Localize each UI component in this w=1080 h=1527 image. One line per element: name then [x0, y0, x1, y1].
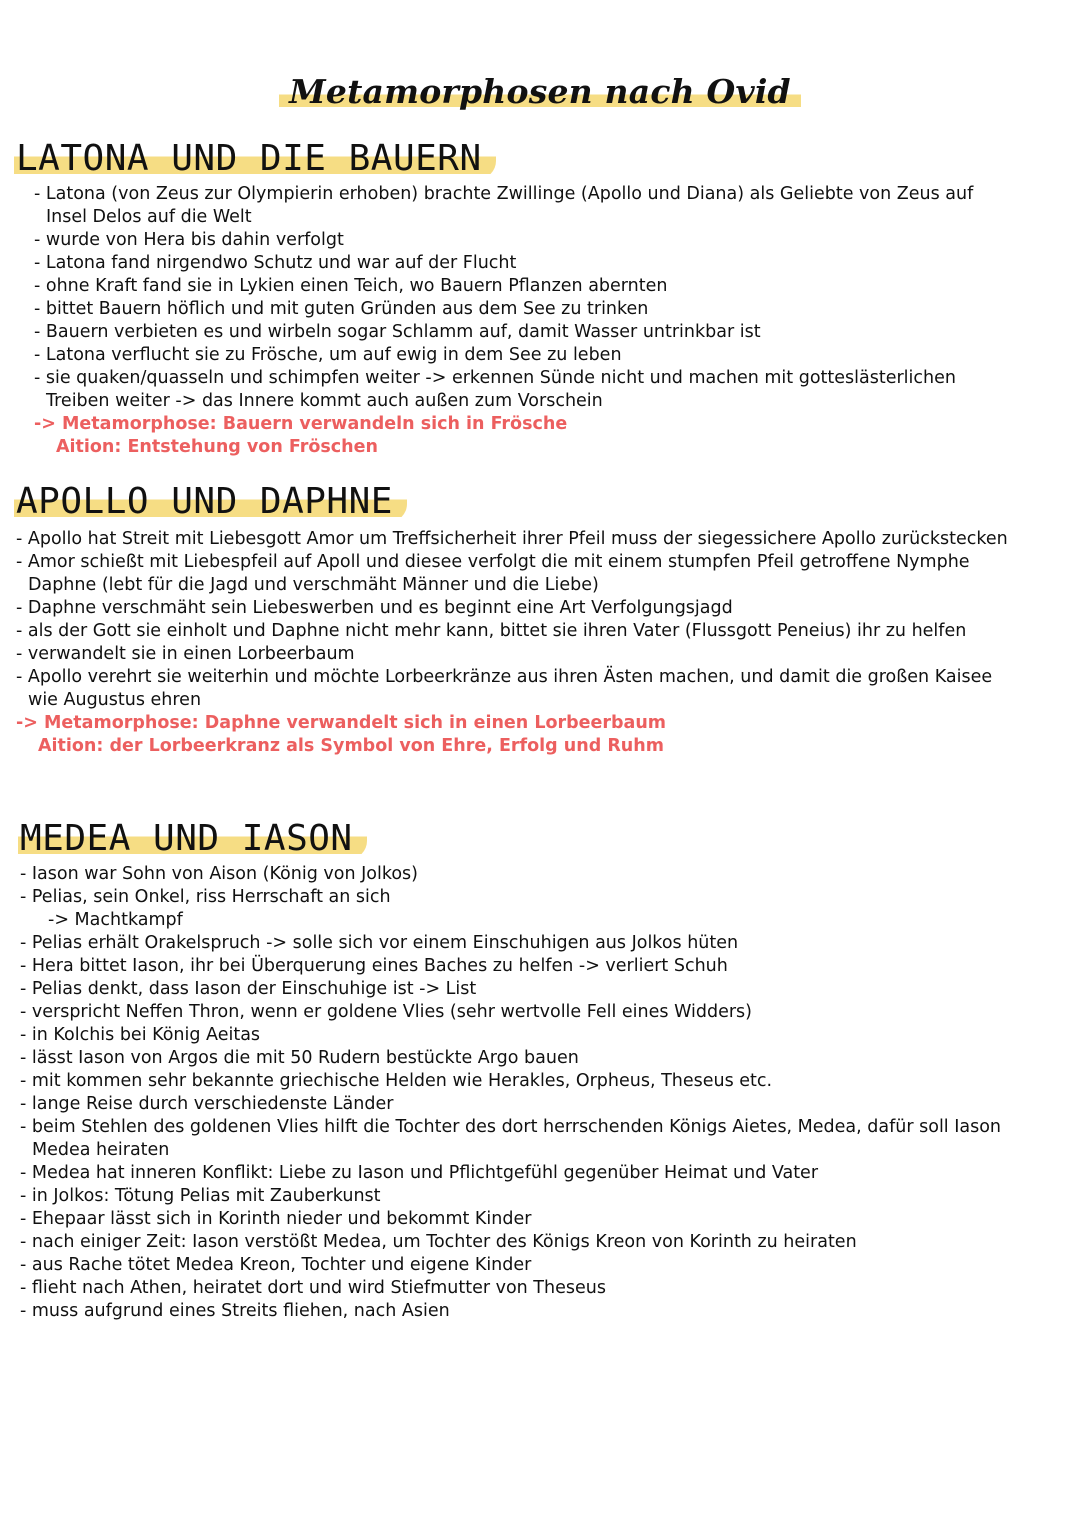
list-item: - Latona verflucht sie zu Frösche, um auf ewig in dem See zu leben [34, 345, 622, 365]
list-item: - beim Stehlen des goldenen Vlies hilft die Tochter des dort herrschenden Königs Aietes, Medea, dafür soll Iason [20, 1117, 1002, 1137]
list-item: - in Kolchis bei König Aeitas [20, 1025, 261, 1045]
apollo-bullet-list [16, 528, 1008, 758]
list-item: - lange Reise durch verschiedenste Länder [20, 1094, 394, 1114]
metamorphose-note: -> Metamorphose: Bauern verwandeln sich in Frösche [34, 414, 568, 434]
list-item: - wurde von Hera bis dahin verfolgt [34, 230, 344, 250]
list-item: - Medea hat inneren Konflikt: Liebe zu Iason und Pflichtgefühl gegenüber Heimat und Vater [20, 1163, 819, 1183]
section-heading-apollo-text: APOLLO UND DAPHNE [14, 481, 407, 522]
list-item: -> Machtkampf [48, 910, 183, 930]
list-item: - ohne Kraft fand sie in Lykien einen Teich, wo Bauern Pflanzen abernten [34, 276, 668, 296]
list-item: - Apollo verehrt sie weiterhin und möchte Lorbeerkränze aus ihren Ästen machen, und damit die großen Kaisee [16, 667, 993, 687]
list-item: Insel Delos auf die Welt [46, 207, 252, 227]
list-item: Medea heiraten [32, 1140, 170, 1160]
list-item: - nach einiger Zeit: Iason verstößt Medea, um Tochter des Königs Kreon von Korinth zu heiraten [20, 1232, 857, 1252]
page-title-text: Metamorphosen nach Ovid [279, 72, 801, 111]
list-item: Daphne (lebt für die Jagd und verschmäht Männer und die Liebe) [28, 575, 599, 595]
medea-bullet-list [20, 863, 1001, 1323]
section-heading-medea-text: MEDEA UND IASON [18, 818, 367, 859]
list-item: - Iason war Sohn von Aison (König von Jolkos) [20, 864, 418, 884]
list-item: - lässt Iason von Argos die mit 50 Rudern bestückte Argo bauen [20, 1048, 579, 1068]
list-item: - verspricht Neffen Thron, wenn er goldene Vlies (sehr wertvolle Fell eines Widders) [20, 1002, 752, 1022]
list-item: - verwandelt sie in einen Lorbeerbaum [16, 644, 355, 664]
latona-bullet-list [34, 183, 973, 459]
list-item: - Pelias, sein Onkel, riss Herrschaft an sich [20, 887, 391, 907]
section-heading-medea [18, 818, 367, 860]
list-item: - sie quaken/quasseln und schimpfen weiter -> erkennen Sünde nicht und machen mit gotteslästerlichen [34, 368, 956, 388]
section-heading-latona [14, 138, 496, 180]
list-item: - flieht nach Athen, heiratet dort und wird Stiefmutter von Theseus [20, 1278, 606, 1298]
list-item: - als der Gott sie einholt und Daphne nicht mehr kann, bittet sie ihren Vater (Flussgott Peneius) ihr zu helfen [16, 621, 967, 641]
list-item: - in Jolkos: Tötung Pelias mit Zauberkunst [20, 1186, 381, 1206]
aition-note: Aition: der Lorbeerkranz als Symbol von Ehre, Erfolg und Ruhm [38, 736, 664, 756]
list-item: - Pelias denkt, dass Iason der Einschuhige ist -> List [20, 979, 477, 999]
list-item: - Bauern verbieten es und wirbeln sogar Schlamm auf, damit Wasser untrinkbar ist [34, 322, 761, 342]
list-item: - Ehepaar lässt sich in Korinth nieder und bekommt Kinder [20, 1209, 532, 1229]
aition-note: Aition: Entstehung von Fröschen [56, 437, 378, 457]
page-title [0, 72, 1080, 111]
metamorphose-note: -> Metamorphose: Daphne verwandelt sich in einen Lorbeerbaum [16, 713, 667, 733]
list-item: - Apollo hat Streit mit Liebesgott Amor um Treffsicherheit ihrer Pfeil muss der siegessichere Apollo zurückstecken [16, 529, 1008, 549]
section-heading-apollo [14, 481, 407, 523]
list-item: Treiben weiter -> das Innere kommt auch außen zum Vorschein [46, 391, 603, 411]
list-item: - Amor schießt mit Liebespfeil auf Apoll und diesee verfolgt die mit einem stumpfen Pfeil getroffene Nymphe [16, 552, 970, 572]
list-item: - bittet Bauern höflich und mit guten Gründen aus dem See zu trinken [34, 299, 649, 319]
list-item: - Latona (von Zeus zur Olympierin erhoben) brachte Zwillinge (Apollo und Diana) als Geliebte von Zeus auf [34, 184, 974, 204]
list-item: - muss aufgrund eines Streits fliehen, nach Asien [20, 1301, 450, 1321]
list-item: wie Augustus ehren [28, 690, 202, 710]
list-item: - Daphne verschmäht sein Liebeswerben und es beginnt eine Art Verfolgungsjagd [16, 598, 733, 618]
list-item: - aus Rache tötet Medea Kreon, Tochter und eigene Kinder [20, 1255, 532, 1275]
list-item: - Pelias erhält Orakelspruch -> solle sich vor einem Einschuhigen aus Jolkos hüten [20, 933, 739, 953]
list-item: - Latona fand nirgendwo Schutz und war auf der Flucht [34, 253, 517, 273]
list-item: - Hera bittet Iason, ihr bei Überquerung eines Baches zu helfen -> verliert Schuh [20, 956, 728, 976]
list-item: - mit kommen sehr bekannte griechische Helden wie Herakles, Orpheus, Theseus etc. [20, 1071, 773, 1091]
section-heading-latona-text: LATONA UND DIE BAUERN [14, 138, 496, 179]
